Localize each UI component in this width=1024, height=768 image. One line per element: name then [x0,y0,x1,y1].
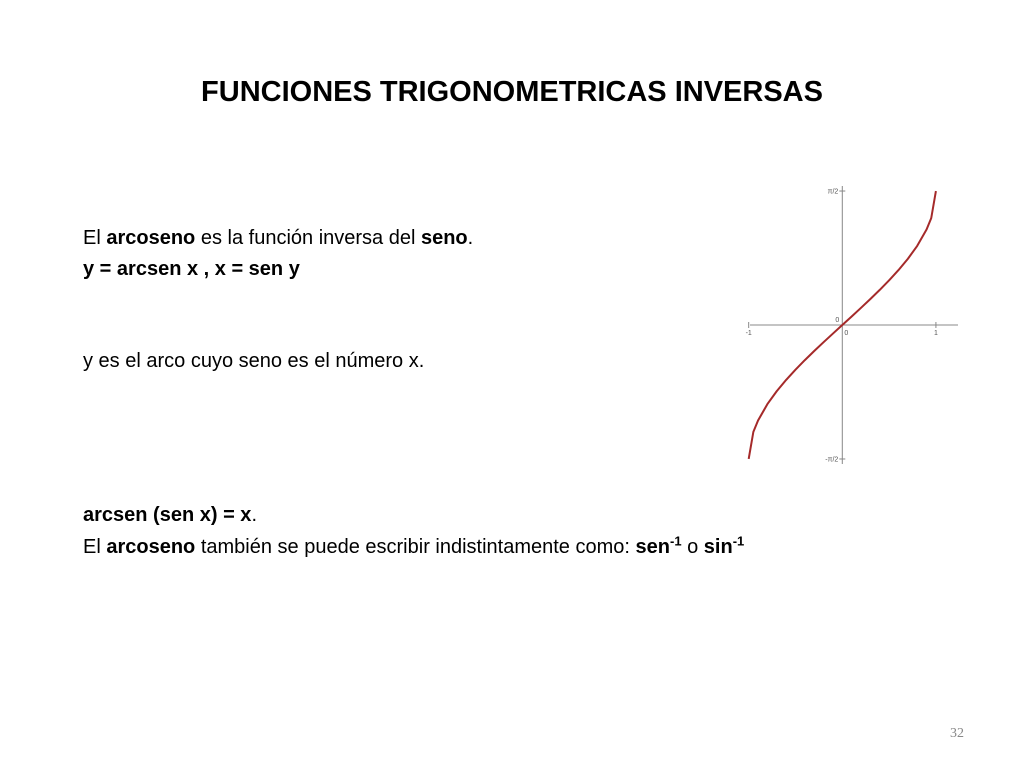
explanation-line: y es el arco cuyo seno es el número x. [83,350,425,372]
arcoseno-term-2: arcoseno [106,536,196,558]
sen-notation-base: sen [635,536,670,558]
sin-notation [703,533,745,558]
definition-text-1: El [83,227,107,249]
notation-text-3: o [681,536,704,558]
definition-text-2: es la función inversa del [195,227,421,249]
identity-line [83,503,257,527]
notation-text-1: El [83,536,107,558]
sin-notation-exponent: -1 [732,533,745,549]
origin-label: 0 [835,317,840,324]
sin-notation-base: sin [703,536,733,558]
definition-text-3: . [467,227,474,249]
y-tick-label: π/2 [827,188,839,196]
sen-notation [635,533,682,558]
y-tick-label: -π/2 [825,456,839,464]
arcsin-graph [744,180,964,470]
notation-line [83,535,744,559]
slide-title: FUNCIONES TRIGONOMETRICAS INVERSAS [201,76,823,108]
seno-term: seno [420,227,468,249]
formula-line: y = arcsen x , x = sen y [83,258,300,280]
x-tick-label: -1 [745,330,752,337]
x-tick-label: 1 [933,330,938,337]
definition-line [83,226,473,250]
notation-text-2: también se puede escribir indistintamente como: [195,536,636,558]
sen-notation-exponent: -1 [669,533,682,549]
page-number: 32 [950,726,964,741]
arcoseno-term: arcoseno [106,227,196,249]
x-tick-label: 0 [844,330,849,337]
identity-period: . [251,504,257,526]
identity-formula: arcsen (sen x) = x [83,504,252,526]
